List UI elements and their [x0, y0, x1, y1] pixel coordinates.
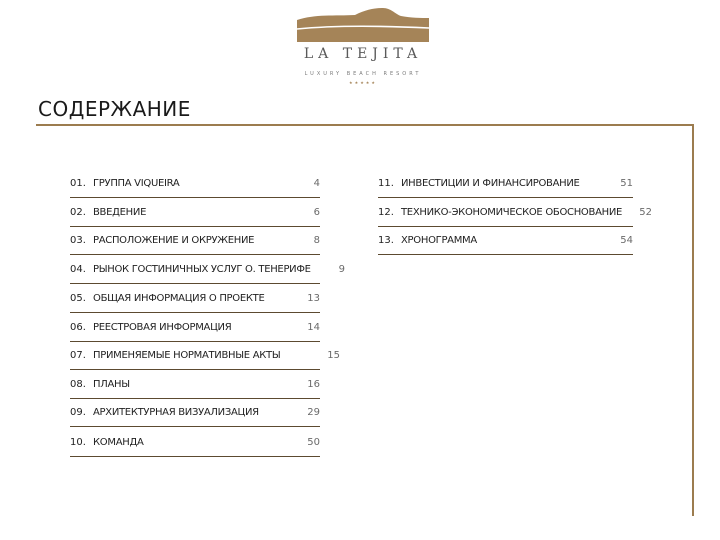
toc-underline	[70, 341, 320, 342]
toc-item-06[interactable]	[70, 322, 320, 342]
toc-label: ВВЕДЕНИЕ	[93, 207, 147, 218]
toc-number: 10.	[70, 437, 86, 448]
toc-item-13[interactable]	[378, 235, 633, 255]
logo-stars: ★★★★★	[349, 80, 377, 85]
toc-item-10[interactable]	[70, 437, 320, 457]
toc-item-01[interactable]	[70, 178, 320, 198]
toc-label: ТЕХНИКО-ЭКОНОМИЧЕСКОЕ ОБОСНОВАНИЕ	[401, 207, 623, 218]
toc-page: 54	[620, 235, 633, 246]
toc-underline	[378, 197, 633, 198]
toc-item-03[interactable]	[70, 235, 320, 255]
toc-page: 6	[313, 207, 320, 218]
toc-label: АРХИТЕКТУРНАЯ ВИЗУАЛИЗАЦИЯ	[93, 407, 259, 418]
toc-label: КОМАНДА	[93, 437, 144, 448]
toc-page: 8	[313, 235, 320, 246]
toc-page: 15	[327, 350, 340, 361]
toc-number: 07.	[70, 350, 86, 361]
toc-underline	[378, 226, 633, 227]
toc-number: 01.	[70, 178, 86, 189]
toc-item-04[interactable]	[70, 264, 345, 284]
toc-number: 06.	[70, 322, 86, 333]
toc-number: 08.	[70, 379, 86, 390]
toc-underline	[70, 456, 320, 457]
toc-page: 16	[307, 379, 320, 390]
toc-page: 14	[307, 322, 320, 333]
toc-item-12[interactable]	[378, 207, 652, 227]
toc-page: 13	[307, 293, 320, 304]
toc-number: 12.	[378, 207, 394, 218]
toc-item-07[interactable]	[70, 350, 340, 370]
toc-item-09[interactable]	[70, 407, 320, 427]
toc-label: ХРОНОГРАММА	[401, 235, 477, 246]
toc-label: РЫНОК ГОСТИНИЧНЫХ УСЛУГ О. ТЕНЕРИФЕ	[93, 264, 311, 275]
toc-number: 04.	[70, 264, 86, 275]
toc-underline	[70, 312, 320, 313]
toc-page: 51	[620, 178, 633, 189]
toc-underline	[70, 254, 320, 255]
toc-label: ОБЩАЯ ИНФОРМАЦИЯ О ПРОЕКТЕ	[93, 293, 265, 304]
toc-label: ИНВЕСТИЦИИ И ФИНАНСИРОВАНИЕ	[401, 178, 580, 189]
toc-number: 03.	[70, 235, 86, 246]
toc-underline	[378, 254, 633, 255]
frame-right-border	[692, 124, 694, 516]
toc-label: ПЛАНЫ	[93, 379, 130, 390]
toc-page: 9	[338, 264, 345, 275]
logo-title: LA TEJITA	[303, 46, 423, 62]
toc-underline	[70, 226, 320, 227]
toc-underline	[70, 197, 320, 198]
toc-label: ГРУППА VIQUEIRA	[93, 178, 180, 189]
brand-logo	[288, 2, 438, 92]
toc-number: 11.	[378, 178, 394, 189]
toc-underline	[70, 426, 320, 427]
toc-label: РЕЕСТРОВАЯ ИНФОРМАЦИЯ	[93, 322, 232, 333]
logo-subtitle: LUXURY BEACH RESORT	[304, 71, 422, 77]
toc-page: 4	[313, 178, 320, 189]
toc-item-05[interactable]	[70, 293, 320, 313]
toc-number: 05.	[70, 293, 86, 304]
mountain-logo-icon	[297, 2, 429, 42]
toc-item-02[interactable]	[70, 207, 320, 227]
toc-number: 13.	[378, 235, 394, 246]
toc-page: 50	[307, 437, 320, 448]
toc-page: 52	[639, 207, 652, 218]
toc-underline	[70, 369, 320, 370]
toc-item-11[interactable]	[378, 178, 633, 198]
page-title: СОДЕРЖАНИЕ	[38, 97, 191, 121]
toc-label: ПРИМЕНЯЕМЫЕ НОРМАТИВНЫЕ АКТЫ	[93, 350, 281, 361]
toc-label: РАСПОЛОЖЕНИЕ И ОКРУЖЕНИЕ	[93, 235, 255, 246]
toc-number: 02.	[70, 207, 86, 218]
toc-number: 09.	[70, 407, 86, 418]
frame-top-border	[36, 124, 694, 126]
toc-page: 29	[307, 407, 320, 418]
toc-item-08[interactable]	[70, 379, 320, 399]
toc-underline	[70, 398, 320, 399]
toc-underline	[70, 283, 320, 284]
